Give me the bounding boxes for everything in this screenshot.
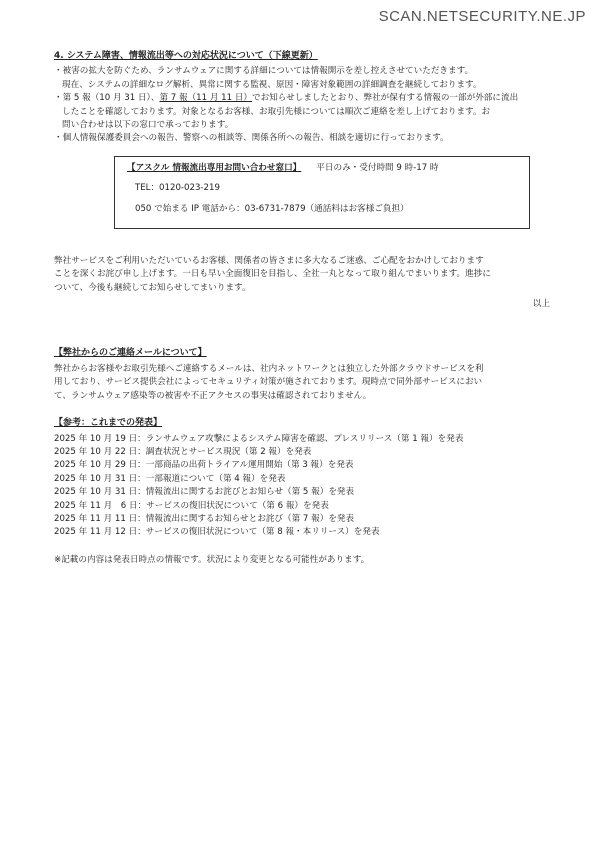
body-line: ・個人情報保護委員会への報告、警察への相談等、関係各所への報告、相談を適切に行っております。 <box>54 133 449 144</box>
contact-box <box>114 156 530 229</box>
contact-tel: TEL：0120-023-219 <box>135 183 220 194</box>
footnote: ※記載の内容は発表日時点の情報です。状況により変更となる可能性があります。 <box>54 554 370 565</box>
contact-heading-row <box>127 162 517 175</box>
body-line: 現在、システムの詳細なログ解析、異常に関する監視、原因・障害対象範囲の詳細調査を継続しております。 <box>62 79 482 90</box>
body-line-item5 <box>54 92 550 105</box>
section-title-mail: 【弊社からのご連絡メールについて】 <box>54 348 207 359</box>
closing-line: ことを深くお詫び申し上げます。一日も早い全面復旧を目指し、全社一丸となって取り組んでまいります。進捗に <box>54 269 491 280</box>
announcement-item: 2025 年 10 月 29 日：一部商品の出荷トライアル運用開始（第 3 報）を発表 <box>54 460 354 471</box>
body-line: ・被害の拡大を防ぐため、ランサムウェアに関する詳細については情報開示を差し控えさせていただきます。 <box>54 66 474 77</box>
contact-heading: 【アスクル 情報流出専用お問い合わせ窓口】 <box>127 162 302 173</box>
item5-underlined-update: 第 7 報（11 月 11 日） <box>159 93 253 104</box>
closing-end-mark: 以上 <box>532 299 550 310</box>
section-title-system-failure: 4. システム障害、情報流出等への対応状況について（下線更新） <box>54 51 318 61</box>
body-line: したことを確認しております。対象となるお客様、お取引先様については順次ご連絡を差し上げております。お <box>62 106 491 117</box>
announcement-item: 2025 年 11 月 6 日：サービスの復旧状況について（第 6 報）を発表 <box>54 500 329 511</box>
contact-ip-phone: 050 で始まる IP 電話から：03-6731-7879（通話料はお客様ご負担） <box>135 203 409 214</box>
closing-line: ついて、今後も継続してお知らせしてまいります。 <box>54 282 251 293</box>
announcement-item: 2025 年 10 月 31 日：情報流出に関するお詫びとお知らせ（第 5 報）を発表 <box>54 487 355 498</box>
announcement-item: 2025 年 11 月 11 日：情報流出に関するお知らせとお詫び（第 7 報）を発表 <box>54 513 355 524</box>
announcement-item: 2025 年 11 月 12 日：サービスの復旧状況について（第 8 報・本リリース）を発表 <box>54 527 380 538</box>
mail-line: 用しており、サービス提供会社によってセキュリティ対策が施されております。現時点で同外部サービスにおい <box>54 377 483 388</box>
closing-paragraph <box>54 255 550 312</box>
site-watermark: SCAN.NETSECURITY.NE.JP <box>378 8 586 25</box>
announcement-item: 2025 年 10 月 22 日：調査状況とサービス現況（第 2 報）を発表 <box>54 446 312 457</box>
body-line: 問い合わせは以下の窓口で承っております。 <box>62 120 234 131</box>
closing-line: 弊社サービスをご利用いただいているお客様、関係者の皆さまに多大なるご迷惑、ご心配をおかけしております <box>54 255 484 266</box>
item5-suffix: でお知らせしましたとおり、弊社が保有する情報の一部が外部に流出 <box>252 93 519 104</box>
mail-line: て、ランサムウェア感染等の被害や不正アクセスの事実は確認されておりません。 <box>54 390 372 401</box>
document-body <box>54 50 550 567</box>
announcement-item: 2025 年 10 月 31 日：一部報道について（第 4 報）を発表 <box>54 473 286 484</box>
announcement-item: 2025 年 10 月 19 日：ランサムウェア攻撃によるシステム障害を確認、プレスリリース（第 1 報）を発表 <box>54 433 464 444</box>
contact-hours: 平日のみ・受付時間 9 時-17 時 <box>316 162 439 173</box>
mail-line: 弊社からお客様やお取引先様へご連絡するメールは、社内ネットワークとは独立した外部クラウドサービスを利 <box>54 363 484 374</box>
item5-prefix: ・第 5 報（10 月 31 日）、 <box>54 93 160 104</box>
section-title-announcements: 【参考：これまでの発表】 <box>54 418 163 429</box>
